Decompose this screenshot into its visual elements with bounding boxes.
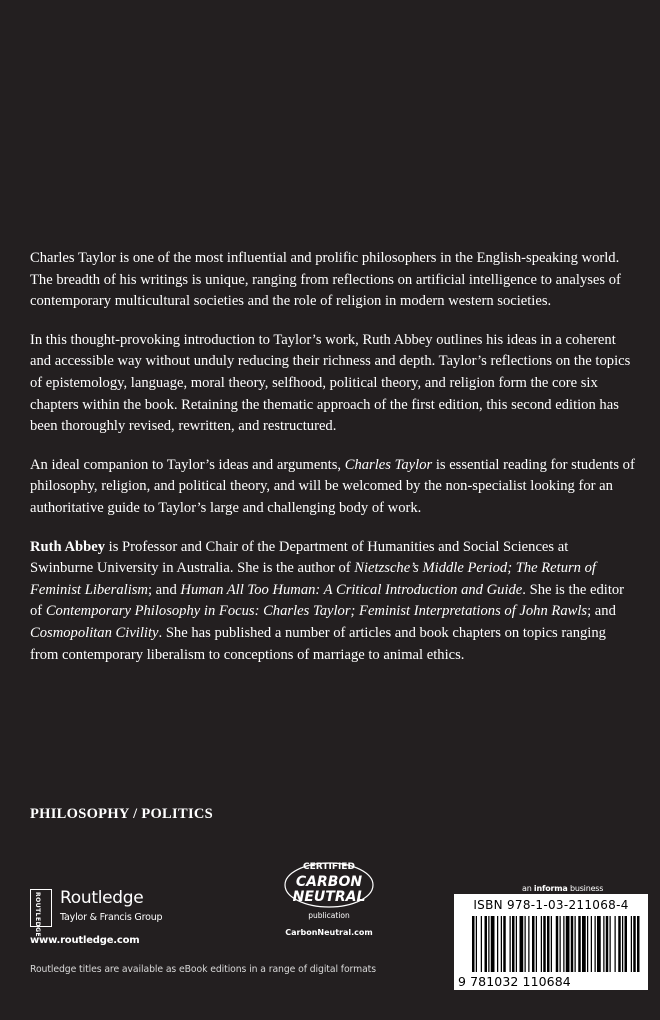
carbon-neutral-badge-icon: [278, 855, 380, 913]
barcode-bar: [541, 916, 542, 972]
barcode-bar: [516, 916, 517, 972]
barcode-bar: [503, 916, 506, 972]
barcode-bar: [501, 916, 502, 972]
carbon-publication-label: publication: [308, 911, 350, 920]
author-bio: Ruth Abbey is Professor and Chair of the Department of Humanities and Social Sciences at Swinburne University in Australia. She is the author of Nietzsche’s Middle Period; The Return of Feminist Liberalism; and Human All Too Human: A Critical Introduction and Guide. She is the editor of Contemporary Philosophy in Focus: Charles Taylor; Feminist Interpretations of John Rawls; and Cosmopolitan Civility. She has published a number of articles and book chapters on topics ranging from contemporary liberalism to conceptions of marriage to animal ethics.: [30, 538, 625, 663]
barcode-bar: [578, 916, 581, 972]
barcode-bar: [563, 916, 564, 972]
barcode-bar: [603, 916, 604, 972]
back-cover-blurb: [30, 248, 635, 683]
neutral-word: NEUTRAL: [292, 889, 366, 905]
barcode-bar: [618, 916, 621, 972]
barcode-bar: [606, 916, 609, 972]
barcode-bar: [633, 916, 636, 972]
carbon-certified-text: CERTIFIED: [303, 862, 355, 872]
barcode-bar: [536, 916, 537, 972]
publisher-group: Taylor & Francis Group: [60, 912, 163, 923]
publisher-logo: [30, 885, 230, 955]
barcode-bar: [525, 916, 526, 972]
carbon-url: CarbonNeutral.com: [285, 928, 373, 937]
publisher-website: www.routledge.com: [30, 935, 140, 946]
isbn-barcode: [454, 894, 648, 990]
barcode-bar: [591, 916, 592, 972]
barcode-bar: [556, 916, 559, 972]
carbon-word: CARBON: [295, 874, 363, 890]
barcode-bar: [595, 916, 596, 972]
barcode-bar: [566, 916, 570, 972]
barcode-bar: [491, 916, 495, 972]
barcode-bar: [485, 916, 488, 972]
barcode-bar: [551, 916, 552, 972]
barcode-digits: 9 781032 110684: [458, 974, 571, 989]
barcode-bar: [597, 916, 601, 972]
book-title-italic: Charles Taylor: [344, 456, 433, 473]
barcode-bar: [560, 916, 561, 972]
barcode-bar: [575, 916, 576, 972]
barcode-bar: [528, 916, 529, 972]
barcode-bar: [631, 916, 632, 972]
barcode-bar: [547, 916, 550, 972]
isbn-label: ISBN 978-1-03-211068-4: [473, 898, 629, 912]
barcode-bar: [497, 916, 498, 972]
barcode-bar: [625, 916, 628, 972]
subject-category: PHILOSOPHY / POLITICS: [30, 806, 214, 822]
barcode-bar: [610, 916, 611, 972]
barcode-bar: [510, 916, 511, 972]
informa-tagline: an informa business: [522, 884, 604, 893]
author-name: Ruth Abbey: [30, 538, 106, 555]
ebook-note: Routledge titles are available as eBook editions in a range of digital formats: [30, 964, 376, 975]
carbon-neutral-logo: [278, 855, 380, 945]
barcode-bar: [488, 916, 489, 972]
barcode-bar: [615, 916, 616, 972]
barcode-bar: [481, 916, 482, 972]
barcode-bar: [512, 916, 515, 972]
barcode-bar: [472, 916, 475, 972]
barcode-bar: [622, 916, 623, 972]
publisher-name: Routledge: [60, 888, 144, 908]
barcode-bar: [520, 916, 524, 972]
barcode-bar: [532, 916, 535, 972]
barcode-bar: [587, 916, 588, 972]
blurb-paragraph-2: In this thought-provoking introduction to Taylor’s work, Ruth Abbey outlines his ideas in a coherent and accessible way without unduly reducing their richness and depth. Taylor’s reflections on the topics of epistemology, language, moral theory, selfhood, political theory, and religion form the core six chapters within the book. Retaining the thematic approach of the first edition, this second edition has been thoroughly revised, rewritten, and restructured.: [30, 331, 631, 435]
barcode-bar: [582, 916, 586, 972]
barcode-bar: [543, 916, 546, 972]
blurb-paragraph-3: An ideal companion to Taylor’s ideas and arguments, Charles Taylor is essential reading for students of philosophy, religion, and political theory, and will be welcomed by the non-specialist looking for an authoritative guide to Taylor’s large and challenging body of work.: [30, 456, 635, 516]
barcode-bar: [476, 916, 477, 972]
barcode-bar: [571, 916, 574, 972]
blurb-paragraph-1: Charles Taylor is one of the most influential and prolific philosophers in the English-speaking world. The breadth of his writings is unique, ranging from reflections on artificial intelligence to analyses of contemporary multicultural societies and the role of religion in modern western societies.: [30, 250, 621, 310]
routledge-mark-icon: ROUTLEDGE: [30, 889, 52, 927]
barcode-bar: [637, 916, 640, 972]
